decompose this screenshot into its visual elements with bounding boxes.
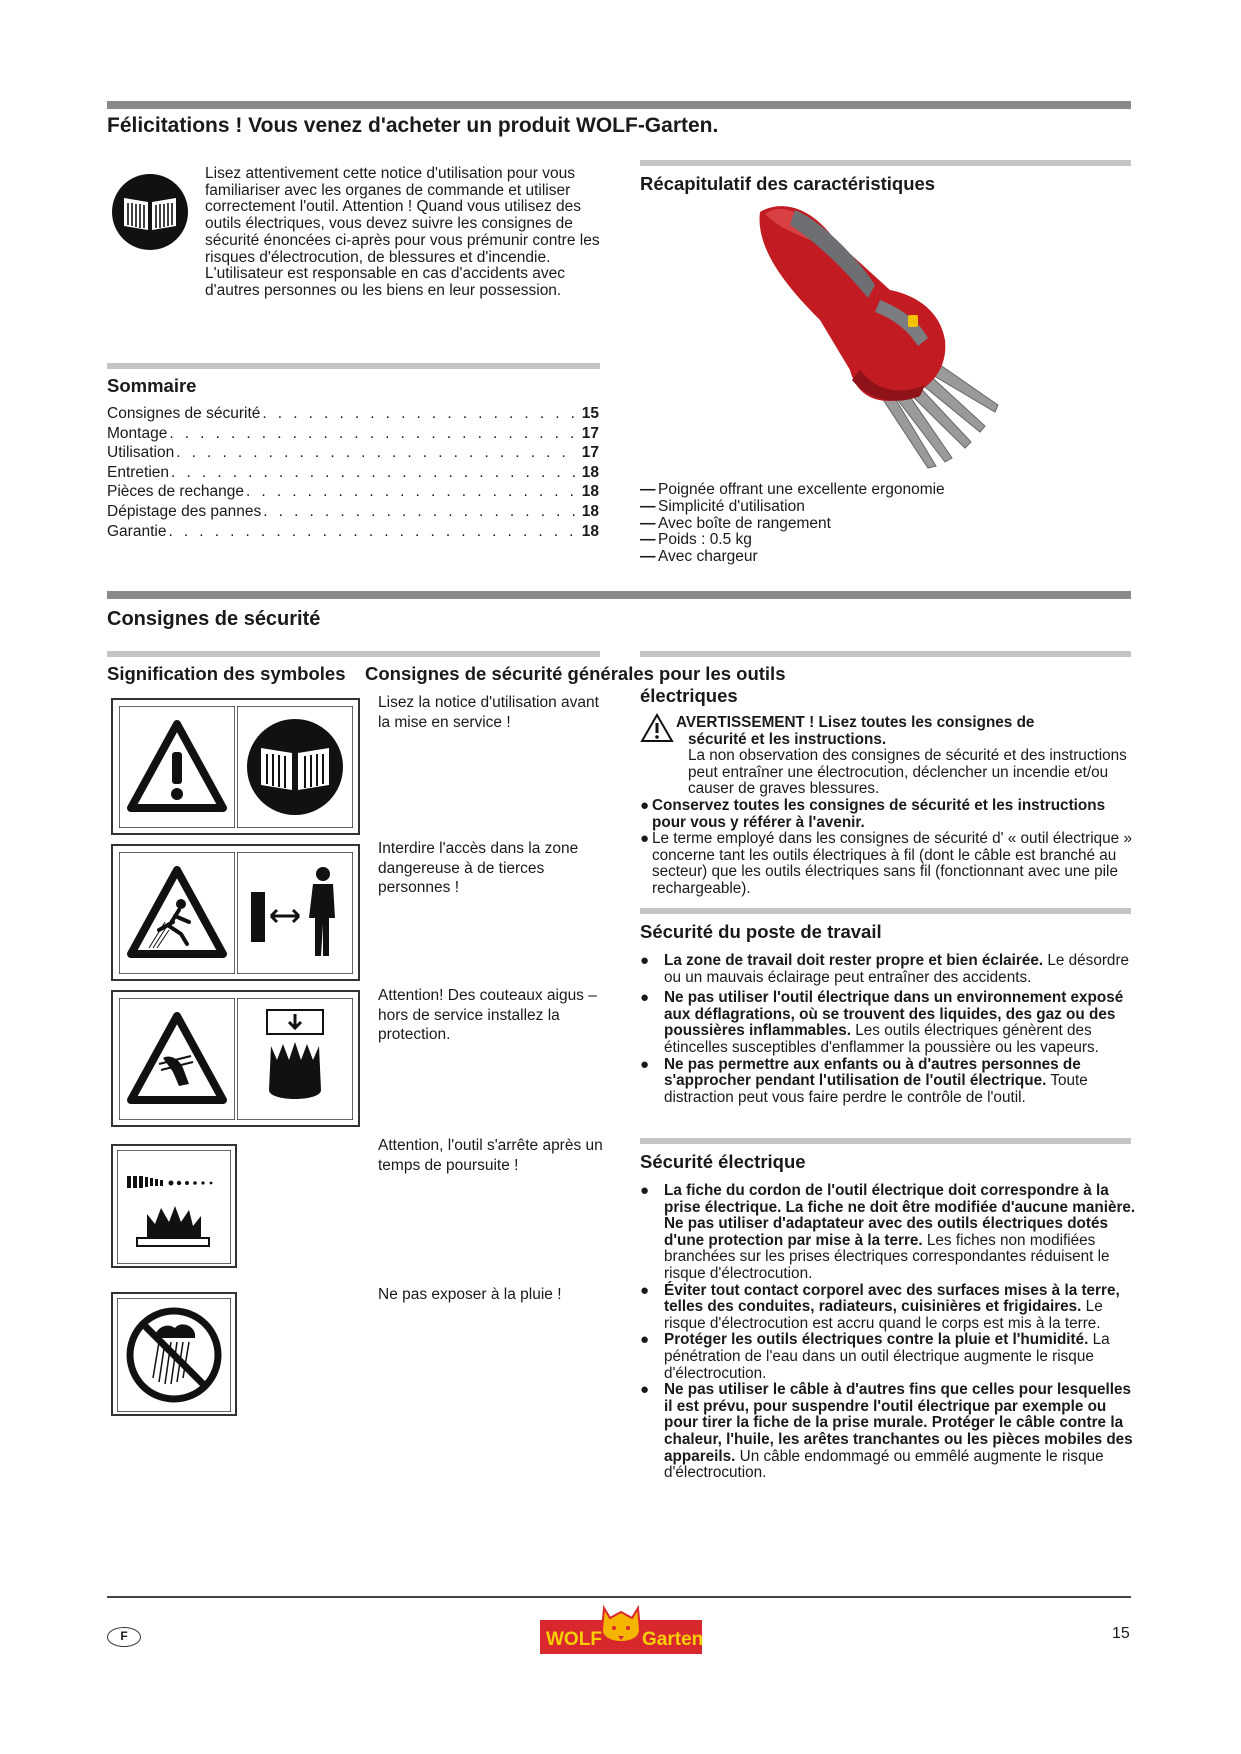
bullet-text: Toute distraction peut vous faire perdre le contrôle de l'outil. [664,1072,1088,1106]
toc-entry[interactable] [107,523,599,543]
bullet-bold: Conservez toutes les consignes de sécurité et les instructions pour vous y référer à l'avenir. [652,796,1106,831]
bullet-bold: Ne pas utiliser l'outil électrique dans un environnement exposé aux déflagrations, où se trouvent des liquides, des gaz ou des poussières inflammables. [664,989,1124,1040]
summary-title: Récapitulatif des caractéristiques [640,173,936,194]
electrical-bullet [640,1382,1136,1482]
bullet-icon: ● [640,952,650,969]
symbol-description: Lisez la notice d'utilisation avant la mise en service ! [378,694,599,731]
bullet-icon: ● [640,1381,650,1399]
bullet-text: Un câble endommagé ou emmêlé augmente le risque d'électrocution. [664,1447,1104,1482]
general-title [365,663,786,685]
page-number: 15 [1112,1625,1130,1642]
bullet-text: Le désordre ou un mauvais éclairage peut entraîner des accidents. [664,952,1130,986]
symbol-run-down [111,1144,237,1268]
general-rule [640,651,1131,657]
feature-item: — Simplicité d'utilisation [640,499,945,516]
toc-leader [246,483,578,501]
toc-page: 17 [581,424,599,442]
bullet-bold: La fiche du cordon de l'outil électrique doit correspondre à la prise électrique. La fiche ne doit être modifiée d'aucune manière. Ne pas utiliser d'adaptateur avec des outils électriques dotés d'une protection par mise à la terre. [664,1182,1136,1249]
electrical-rule [640,1138,1131,1144]
feature-item: — Avec chargeur [640,549,945,566]
toc-label: Montage [107,424,168,442]
warning-triangle-icon [119,706,235,828]
read-manual-icon [110,172,190,252]
bullet-bold: Ne pas permettre aux enfants ou à d'autres personnes de s'approcher pendant l'utilisation de l'outil électrique. [664,1055,1081,1090]
bullet-bold: Éviter tout contact corporel avec des surfaces mises à la terre, telles des conduites, radiateurs, cuisinières et frigidaires. [664,1281,1120,1316]
product-image [740,200,1020,472]
symbol-no-rain [111,1292,237,1416]
toc-leader [169,425,577,443]
bullet-bold: Ne pas utiliser le câble à d'autres fins que celles pour lesquelles il est prévu, pour suspendre l'outil électrique par exemple ou pour tirer la fiche de la prise murale. Protéger le câble contre la chaleur, l'huile, les arêtes tranchantes ou les pièces mobiles des appareils. [664,1381,1133,1465]
symbol-sharp-blades [111,990,360,1127]
bullet-bold: La zone de travail doit rester propre et bien éclairée. [664,952,1044,969]
symbol-description: Ne pas exposer à la pluie ! [378,1286,562,1303]
electrical-bullet [640,1183,1136,1283]
general-bullet [640,798,1136,831]
toc-label: Pièces de rechange [107,483,245,501]
toc-label: Garantie [107,522,167,540]
wolf-garten-logo [538,1600,704,1658]
symbol-keep-away [111,844,360,981]
toc-page: 18 [581,502,599,520]
summary-rule [640,160,1131,166]
safety-title: Consignes de sécurité [107,608,321,630]
toc-label: Entretien [107,463,170,481]
electrical-bullet [640,1332,1136,1382]
read-manual-icon [237,706,353,828]
bullet-icon: ● [640,1182,650,1199]
workplace-bullet [640,1057,1136,1107]
workplace-rule [640,908,1131,914]
bullet-text: Les outils électriques génèrent des étincelles susceptibles d'enflammer la poussière ou les vapeurs. [664,1022,1099,1056]
table-of-contents [107,405,599,542]
symbol-description: Attention, l'outil s'arrête après un temps de poursuite ! [378,1137,603,1174]
toc-entry[interactable] [107,425,599,445]
toc-label: Utilisation [107,444,175,462]
toc-page: 17 [581,444,599,462]
safety-rule [107,591,1131,599]
feature-item: — Poids : 0.5 kg [640,532,945,549]
thrown-objects-warning-icon [119,852,235,974]
symbols-rule [107,651,600,657]
toc-leader [176,444,578,462]
page-title: Félicitations ! Vous venez d'acheter un produit WOLF-Garten. [107,114,719,137]
workplace-bullet [640,953,1136,986]
bullet-text: Le risque d'électrocution est accru quand le corps est mis à la terre. [664,1298,1103,1332]
footer-rule [107,1596,1131,1598]
workplace-text [640,953,1136,1106]
bullet-icon: ● [640,989,650,1007]
toc-rule [107,363,600,369]
general-bullet [640,831,1136,897]
toc-entry[interactable] [107,483,599,503]
toc-leader [262,405,577,423]
toc-page: 15 [581,405,599,422]
bullet-text: La pénétration de l'eau dans un outil électrique augmente le risque d'électrocution. [664,1331,1110,1382]
feature-item: — Avec boîte de rangement [640,516,945,533]
symbols-title: Signification des symboles [107,663,346,684]
cutting-hazard-icon [119,998,235,1120]
feature-item: — Poignée offrant une excellente ergonomie [640,482,945,499]
bullet-icon: ● [640,830,650,848]
bullet-icon: ● [640,1281,650,1299]
svg-text:WOLF: WOLF [546,1629,602,1650]
bullet-text: Le terme employé dans les consignes de sécurité d' « outil électrique » concerne tant les outils électriques à fil (dont le câble est branché au secteur) que les outils électriques sans fil (fonctionnant avec une pile rechargeable). [652,830,1132,897]
toc-entry[interactable] [107,464,599,484]
general-safety-text [640,715,1136,898]
warning-text: La non observation des consignes de sécurité et des instructions peut entraîner une électrocution, déclencher un incendie et/ou causer de graves blessures. [688,747,1127,798]
warning-heading-2: sécurité et les instructions. [688,730,887,748]
toc-label: Consignes de sécurité [107,405,261,422]
header-rule [107,101,1131,109]
toc-leader [263,503,577,521]
no-rain-icon [117,1298,231,1412]
symbol-description: Attention! Des couteaux aigus – hors de service installez la protection. [378,987,597,1043]
toc-entry[interactable] [107,503,599,523]
workplace-title: Sécurité du poste de travail [640,921,882,942]
bullet-icon: ● [640,1331,650,1349]
bullet-icon: ● [640,1055,650,1073]
toc-page: 18 [581,483,599,501]
bullet-bold: Protéger les outils électriques contre la pluie et l'humidité. [664,1331,1089,1349]
intro-text: Lisez attentivement cette notice d'utilisation pour vous familiariser avec les organes de commande et utiliser correctement l'outil. Attention ! Quand vous utilisez des outils électriques, vous devez suivre les consignes de sécurité énoncées ci-après pour vous prémunir contre les risques d'électrocution, de blessures et d'incendie. L'utilisateur est responsable en cas d'accidents avec d'autres personnes ou les biens en leur possession. [205,165,600,299]
blade-guard-icon [237,998,353,1120]
toc-leader [168,523,577,541]
general-title-line1: Consignes de sécurité générales pour les outils [365,663,786,684]
toc-title: Sommaire [107,375,197,396]
electrical-text [640,1183,1136,1482]
toc-entry[interactable] [107,405,599,425]
language-badge: F [107,1627,141,1647]
electrical-bullet [640,1283,1136,1333]
toc-leader [171,464,578,482]
toc-page: 18 [581,522,599,540]
toc-page: 18 [581,463,599,481]
warning-heading: AVERTISSEMENT ! Lisez toutes les consignes de [676,714,1035,731]
run-down-time-icon [117,1150,231,1264]
keep-distance-icon [237,852,353,974]
symbol-description: Interdire l'accès dans la zone dangereuse à de tierces personnes ! [378,840,579,896]
electrical-title: Sécurité électrique [640,1151,806,1172]
toc-entry[interactable] [107,444,599,464]
bullet-icon: ● [640,796,650,814]
feature-list [640,482,945,566]
general-title-line2: électriques [640,685,738,706]
svg-text:Garten: Garten [642,1629,704,1650]
symbol-read-manual [111,698,360,835]
bullet-text: Les fiches non modifiées branchées sur les prises électriques correspondantes réduisent le risque d'électrocution. [664,1231,1110,1282]
workplace-bullet [640,990,1136,1056]
toc-label: Dépistage des pannes [107,502,262,520]
